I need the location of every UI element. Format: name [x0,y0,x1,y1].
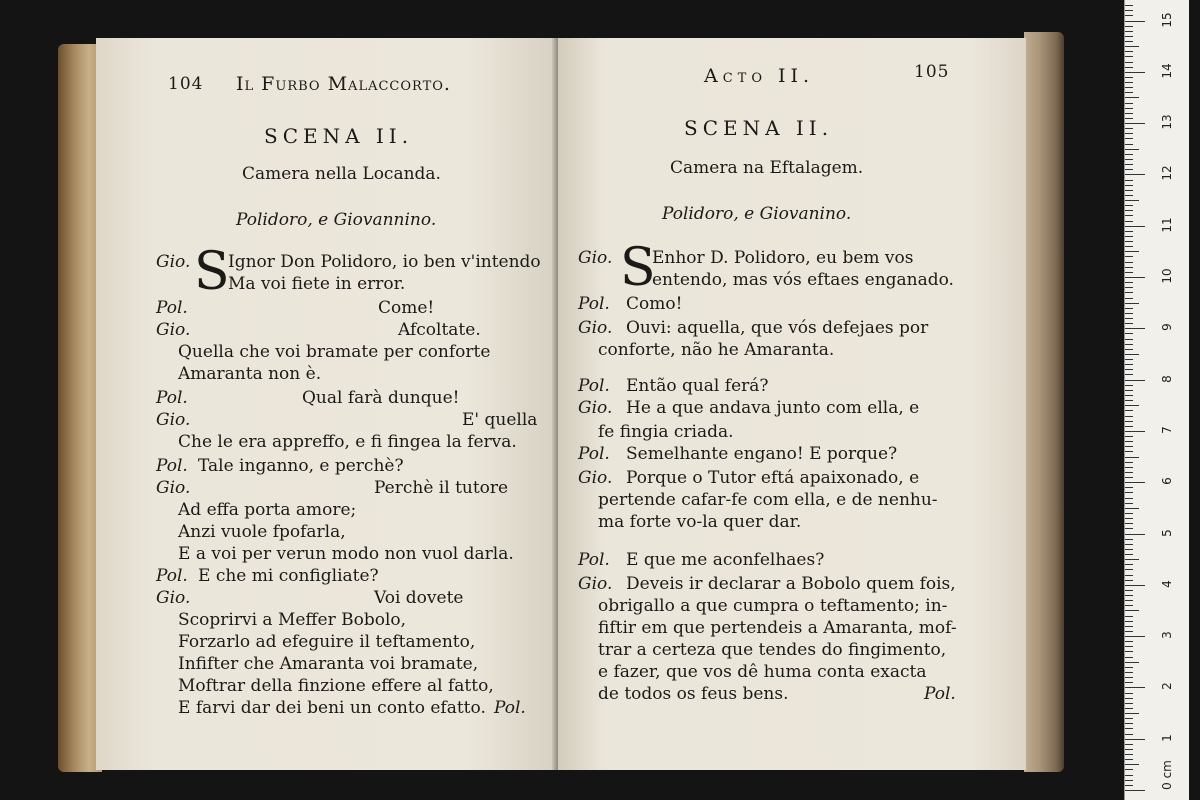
ruler-tick [1125,77,1133,78]
ruler-tick [1125,195,1133,196]
ruler-tick [1125,46,1139,47]
ruler-tick [1125,616,1133,617]
dialogue-line: Ignor Don Polidoro, io ben v'intendo [228,252,541,272]
ruler-tick [1125,462,1133,463]
right-scene-setting: Camera na Eftalagem. [670,158,864,178]
right-page-number: 105 [914,62,950,82]
ruler-tick [1125,410,1133,411]
ruler-tick [1125,318,1133,319]
ruler-tick [1125,272,1133,273]
ruler-tick [1125,790,1145,791]
dialogue-line: E a voi per verun modo non vuol darla. [178,544,514,564]
speaker-label: Pol. [156,388,188,408]
ruler-tick [1125,292,1133,293]
dialogue-line: obrigallo a que cumpra o teftamento; in- [598,596,948,616]
ruler-tick [1125,282,1133,283]
dialogue-line: Afcoltate. [398,320,481,340]
ruler-tick [1125,113,1133,114]
ruler-tick [1125,734,1133,735]
ruler-tick [1125,472,1133,473]
ruler-label: 1 [1160,733,1174,742]
ruler-tick [1125,205,1133,206]
ruler-tick [1125,677,1133,678]
ruler-tick [1125,600,1133,601]
ruler-tick [1125,544,1133,545]
ruler-tick [1125,159,1133,160]
dialogue-line: E' quella [462,410,538,430]
ruler-tick [1125,595,1133,596]
ruler-tick [1125,298,1133,299]
ruler-tick [1125,231,1133,232]
ruler-tick [1125,169,1133,170]
dialogue-line: Qual farà dunque! [302,388,460,408]
ruler-tick [1125,92,1133,93]
ruler-tick [1125,369,1133,370]
right-catchword: Pol. [924,684,956,704]
ruler-tick [1125,374,1133,375]
ruler-tick [1125,523,1133,524]
dialogue-line: Infifter che Amaranta voi bramate, [178,654,479,674]
ruler-tick [1125,354,1139,355]
speaker-label: Pol. [156,298,188,318]
dialogue-line: trar a certeza que tendes do fingimento, [598,640,947,660]
ruler-tick [1125,56,1133,57]
ruler-tick [1125,749,1133,750]
ruler-tick [1125,359,1133,360]
ruler-tick [1125,549,1133,550]
ruler-tick [1125,87,1133,88]
right-scene-title: SCENA II. [684,116,834,140]
dialogue-line: Ouvi: aquella, que vós defejaes por [626,318,929,338]
speaker-label: Pol. [156,456,188,476]
ruler-label: 15 [1160,11,1174,28]
ruler-tick [1125,36,1133,37]
ruler-tick [1125,723,1133,724]
ruler-tick [1125,492,1133,493]
ruler-tick [1125,21,1145,22]
speaker-label: Pol. [578,294,610,314]
ruler-tick [1125,672,1133,673]
ruler-label: 5 [1160,528,1174,537]
ruler-tick [1125,590,1133,591]
ruler-tick [1125,416,1133,417]
left-page [96,38,560,770]
ruler-tick [1125,138,1133,139]
ruler-tick [1125,185,1133,186]
ruler-tick [1125,539,1133,540]
ruler-tick [1125,631,1133,632]
speaker-label: Gio. [156,252,191,272]
left-scene-characters: Polidoro, e Giovannino. [236,210,437,230]
dialogue-line: Scoprirvi a Meffer Bobolo, [178,610,407,630]
ruler-tick [1125,687,1145,688]
dialogue-line: Deveis ir declarar a Bobolo quem fois, [626,574,956,594]
ruler-tick [1125,610,1139,611]
dialogue-line: Ma voi fiete in error. [228,274,406,294]
dialogue-line: pertende cafar-fe com ella, e de nenhu- [598,490,938,510]
ruler-tick [1125,339,1133,340]
ruler-tick [1125,662,1139,663]
speaker-label: Pol. [578,376,610,396]
speaker-label: Gio. [156,588,191,608]
dialogue-line: Porque o Tutor eftá apaixonado, e [626,468,920,488]
ruler-tick [1125,682,1133,683]
dialogue-line: Quella che voi bramate per conforte [178,342,491,362]
ruler-tick [1125,41,1133,42]
ruler-tick [1125,467,1133,468]
ruler-tick [1125,62,1133,63]
ruler-tick [1125,333,1133,334]
ruler-label: 9 [1160,323,1174,332]
dialogue-line: fiftir em que pertendeis a Amaranta, mof- [598,618,957,638]
ruler-tick [1125,775,1133,776]
ruler-tick [1125,451,1133,452]
ruler-tick [1125,128,1133,129]
ruler-label: 0 cm [1160,760,1174,790]
ruler-tick [1125,446,1133,447]
ruler-tick [1125,215,1133,216]
speaker-label: Gio. [578,574,613,594]
ruler-tick [1125,97,1139,98]
ruler-label: 7 [1160,426,1174,434]
ruler-tick [1125,287,1133,288]
ruler-tick [1125,585,1145,586]
ruler-tick [1125,190,1133,191]
dialogue-line: Voi dovete [374,588,464,608]
ruler-tick [1125,313,1133,314]
ruler-tick [1125,528,1133,529]
dialogue-line: Forzarlo ad efeguire il teftamento, [178,632,476,652]
dialogue-line: Enhor D. Polidoro, eu bem vos [652,248,914,268]
ruler-tick [1125,441,1133,442]
ruler-tick [1125,5,1133,6]
left-running-head: Il Furbo Malaccorto. [236,73,451,95]
ruler-tick [1125,503,1133,504]
ruler-tick [1125,621,1133,622]
ruler-tick [1125,221,1133,222]
right-page [558,38,1026,770]
ruler-tick [1125,708,1133,709]
speaker-label: Pol. [156,566,188,586]
dialogue-line: He a que andava junto com ella, e [626,398,920,418]
ruler-tick [1125,385,1133,386]
ruler-tick [1125,82,1133,83]
open-book [58,24,1064,776]
dialogue-line: Como! [626,294,683,314]
ruler-tick [1125,349,1133,350]
ruler-tick [1125,780,1133,781]
ruler-tick [1125,498,1133,499]
ruler-tick [1125,559,1139,560]
dialogue-line: de todos os feus bens. [598,684,789,704]
ruler-tick [1125,457,1139,458]
ruler-tick [1125,323,1133,324]
ruler-tick [1125,575,1133,576]
ruler-tick [1125,713,1139,714]
ruler-tick [1125,103,1133,104]
ruler-tick [1125,308,1133,309]
ruler-tick [1125,154,1133,155]
ruler-tick [1125,277,1145,278]
ruler-tick [1125,426,1133,427]
ruler-tick [1125,108,1133,109]
ruler-tick [1125,144,1133,145]
dialogue-line: fe fingia criada. [598,422,734,442]
ruler-tick [1125,164,1133,165]
ruler-tick [1125,236,1133,237]
ruler-label: 8 [1160,374,1174,383]
ruler-tick [1125,693,1133,694]
ruler-tick [1125,554,1133,555]
ruler-tick [1125,636,1145,637]
ruler-tick [1125,31,1133,32]
ruler-tick [1125,15,1133,16]
dialogue-line: Moftrar della finzione effere al fatto, [178,676,494,696]
ruler-tick [1125,564,1133,565]
left-drop-cap: S [194,242,230,302]
ruler-tick [1125,344,1133,345]
dialogue-line: entendo, mas vós eftaes enganado. [652,270,954,290]
ruler-label: 14 [1160,63,1174,79]
ruler-tick [1125,364,1133,365]
speaker-label: Gio. [156,320,191,340]
ruler-tick [1125,200,1139,201]
dialogue-line: E che mi configliate? [198,566,379,586]
ruler-tick [1125,328,1145,329]
ruler-tick [1125,785,1133,786]
dialogue-line: Tale inganno, e perchè? [198,456,404,476]
dialogue-line: Então qual ferá? [626,376,769,396]
ruler-label: 13 [1160,114,1174,130]
ruler-tick [1125,482,1145,483]
ruler-tick [1125,698,1133,699]
ruler-tick [1125,754,1133,755]
ruler-tick [1125,764,1139,765]
ruler-tick [1125,569,1133,570]
ruler-tick [1125,72,1145,73]
ruler-tick [1125,256,1133,257]
dialogue-line: Perchè il tutore [374,478,509,498]
ruler-tick [1125,477,1133,478]
ruler-tick [1125,149,1139,150]
speaker-label: Pol. [578,550,610,570]
dialogue-line: Ad effa porta amore; [178,500,357,520]
ruler-tick [1125,303,1139,304]
ruler-tick [1125,390,1133,391]
ruler-tick [1125,431,1145,432]
ruler-tick [1125,769,1133,770]
ruler-tick [1125,759,1133,760]
dialogue-line: e fazer, que vos dê huma conta exacta [598,662,927,682]
speaker-label: Gio. [578,398,613,418]
dialogue-line: E que me aconfelhaes? [626,550,825,570]
speaker-label: Gio. [156,478,191,498]
ruler-tick [1125,518,1133,519]
left-catchword: Pol. [494,698,526,718]
ruler-tick [1125,251,1139,252]
ruler-tick [1125,739,1145,740]
ruler-label: 12 [1160,165,1174,182]
ruler-tick [1125,395,1133,396]
ruler-tick [1125,51,1133,52]
dialogue-line: Anzi vuole fpofarla, [178,522,346,542]
ruler-tick [1125,267,1133,268]
ruler-tick [1125,226,1145,227]
ruler-tick [1125,262,1133,263]
ruler-label: 3 [1160,631,1174,639]
ruler-label: 4 [1160,579,1174,588]
ruler-tick [1125,744,1133,745]
ruler-tick [1125,67,1133,68]
ruler-tick [1125,400,1133,401]
ruler-tick [1125,641,1133,642]
ruler-tick [1125,133,1133,134]
ruler-tick [1125,180,1133,181]
ruler-tick [1125,405,1139,406]
ruler-label: 2 [1160,682,1174,691]
ruler-tick [1125,421,1133,422]
ruler-tick [1125,646,1133,647]
right-drop-cap: S [620,238,656,298]
left-page-number: 104 [168,74,204,94]
ruler-tick [1125,380,1145,381]
right-running-head: Acto II. [704,65,815,87]
ruler-tick [1125,241,1133,242]
ruler-tick [1125,513,1133,514]
ruler-tick [1125,626,1133,627]
ruler-label: 10 [1160,268,1174,284]
dialogue-line: conforte, não he Amaranta. [598,340,835,360]
ruler-tick [1125,605,1133,606]
dialogue-line: Amaranta non è. [178,364,322,384]
ruler-tick [1125,728,1133,729]
dialogue-line: ma forte vo-la quer dar. [598,512,802,532]
ruler-tick [1125,210,1133,211]
right-page-edges [1024,32,1064,772]
speaker-label: Pol. [578,444,610,464]
ruler-tick [1125,436,1133,437]
ruler-tick [1125,174,1145,175]
ruler-tick [1125,26,1133,27]
left-scene-setting: Camera nella Locanda. [242,164,441,184]
ruler-tick [1125,667,1133,668]
ruler-tick [1125,118,1133,119]
right-scene-characters: Polidoro, e Giovanino. [662,204,852,224]
ruler-tick [1125,487,1133,488]
speaker-label: Gio. [578,248,613,268]
dialogue-line: Che le era appreffo, e fi fingea la ferva. [178,432,517,452]
speaker-label: Gio. [578,318,613,338]
dialogue-line: Semelhante engano! E porque? [626,444,898,464]
ruler-tick [1125,246,1133,247]
ruler-tick [1125,10,1133,11]
speaker-label: Gio. [578,468,613,488]
ruler-tick [1125,703,1133,704]
ruler-tick [1125,534,1145,535]
ruler-tick [1125,657,1133,658]
ruler-tick [1125,580,1133,581]
ruler-tick [1125,651,1133,652]
ruler-label: 6 [1160,477,1174,486]
left-scene-title: SCENA II. [264,124,414,148]
ruler-tick [1125,508,1139,509]
ruler-tick [1125,718,1133,719]
dialogue-line: E farvi dar dei beni un conto efatto. [178,698,486,718]
ruler-tick [1125,123,1145,124]
ruler-label: 11 [1160,217,1174,233]
dialogue-line: Come! [378,298,435,318]
speaker-label: Gio. [156,410,191,430]
measuring-ruler [1124,0,1189,800]
